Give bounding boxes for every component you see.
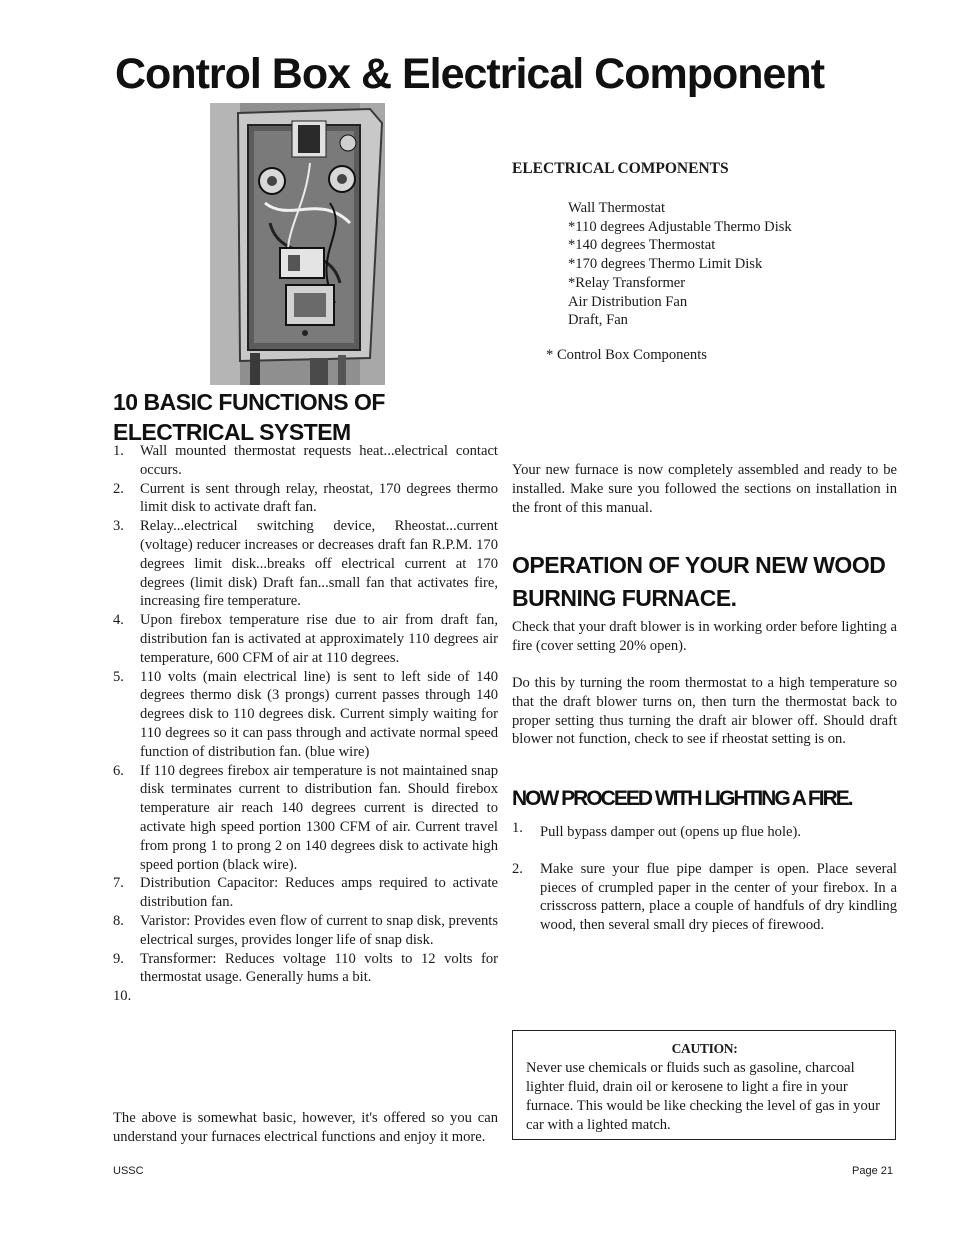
lighting-steps-list: [512, 820, 897, 935]
check-blower-paragraph: Check that your draft blower is in working order before lighting a fire (cover setting 20% open).: [512, 619, 897, 654]
list-item: 2. Make sure your flue pipe damper is open. Place several pieces of crumpled paper in the center of your firebox. In a crisscross pattern, place a couple of handfuls of dry kindling wood, then several small dry pieces of firewood.: [512, 860, 897, 934]
page-title: Control Box & Electrical Component: [115, 50, 825, 98]
footer-publisher: USSC: [113, 1165, 144, 1177]
list-item: 4. Upon firebox temperature rise due to air from draft fan, distribution fan is activated at approximately 110 degrees air temperature, 600 CFM of air at 110 degrees.: [113, 612, 498, 666]
list-item: Draft, Fan: [568, 312, 628, 329]
list-item: 5. 110 volts (main electrical line) is sent to left side of 140 degrees thermo disk (3 prongs) current passes through 140 degrees disk to 110 degrees disk. Current simply waiting for 110 degrees so it can pass through and activate normal speed function of distribution fan. (blue wire): [113, 668, 498, 760]
list-item: 8. Varistor: Provides even flow of current to snap disk, prevents electrical surges, provides longer life of snap disk.: [113, 912, 498, 948]
functions-heading: 10 BASIC FUNCTIONS OF ELECTRICAL SYSTEM: [113, 389, 385, 445]
caution-title: CAUTION:: [671, 1041, 738, 1056]
list-item: 3. Relay...electrical switching device, Rheostat...current (voltage) reducer increases or decreases draft fan R.P.M. 170 degrees limit disk...breaks off electrical current at 170 degrees (limit disk) Draft fan...small fan that activates fire, increasing fire temperature.: [113, 518, 498, 610]
closing-paragraph: The above is somewhat basic, however, it's offered so you can understand your furnaces electrical functions and enjoy it more.: [113, 1110, 498, 1145]
functions-list: 1. Wall mounted thermostat requests heat...electrical contact occurs. 2. Current is sent through relay, rheostat, 170 degrees thermo limit disk to activate draft fan. 3. Relay...electrical switching device, Rheostat...current (voltage) reducer increases or decreases draft fan R.P.M. 170 degrees limit disk...breaks off electrical current at 170 degrees (limit disk) Draft fan...small fan that activates fire, increasing fire temperature. 4. Upon firebox temperature rise due to air from draft fan, distribution fan is activated at approximately 110 degrees air temperature, 600 CFM of air at 110 degrees. 5. 110 volts (main electrical line) is sent to left side of 140 degrees thermo disk (3 prongs) current passes through 140 degrees disk to 110 degrees disk. Current simply waiting for 110 degrees so it can pass through and activate normal speed function of distribution fan. (blue wire) 6. If 110 degrees firebox air temperature is not maintained snap disk terminates current to distribution fan. Should firebox temperature air reach 140 degrees current is directed to activate high speed portion 1300 CFM of air. Current travel from prong 1 to prong 2 on 140 degrees disk to activate high speed portion (black wire). 7. Distribution Capacitor: Reduces amps required to activate distribution fan. 8. Varistor: Provides even flow of current to snap disk, prevents electrical surges, provides longer life of snap disk. 9. Transformer: Reduces voltage 110 volts to 12 volts for thermostat usage. Generally hums a bit. 10.: [113, 443, 498, 1005]
electrical-components-list: [568, 199, 792, 330]
components-note: * Control Box Components: [546, 347, 707, 363]
list-item: 9. Transformer: Reduces voltage 110 volts to 12 volts for thermostat usage. Generally hums a bit.: [113, 950, 498, 986]
caution-box: [512, 1030, 896, 1140]
list-item: Air Distribution Fan: [568, 293, 688, 310]
electrical-components-heading: ELECTRICAL COMPONENTS: [512, 160, 729, 177]
list-item: 7. Distribution Capacitor: Reduces amps required to activate distribution fan.: [113, 875, 498, 911]
list-item: *140 degrees Thermostat: [568, 237, 716, 254]
list-item: *Relay Transformer: [568, 274, 686, 291]
list-item: *110 degrees Adjustable Thermo Disk: [568, 218, 792, 235]
control-box-photo: [210, 103, 385, 385]
list-item: *170 degrees Thermo Limit Disk: [568, 256, 763, 273]
list-item: 1. Wall mounted thermostat requests heat...electrical contact occurs.: [113, 443, 498, 478]
list-item: 6. If 110 degrees firebox air temperature is not maintained snap disk terminates current to distribution fan. Should firebox temperature air reach 140 degrees current is directed to activate high speed portion 1300 CFM of air. Current travel from prong 1 to prong 2 on 140 degrees disk to activate high speed portion (black wire).: [113, 762, 498, 873]
lighting-fire-heading: NOW PROCEED WITH LIGHTING A FIRE.: [512, 787, 852, 810]
list-item: 1. Pull bypass damper out (opens up flue hole).: [512, 820, 802, 840]
thermostat-paragraph: Do this by turning the room thermostat to a high temperature so that the draft blower turns on, then turn the thermostat back to proper setting thus turning the draft air blower off. Should draft blower not function, check to see if rheostat setting is on.: [512, 675, 897, 748]
operation-heading: OPERATION OF YOUR NEW WOOD BURNING FURNACE.: [512, 552, 886, 611]
assembled-paragraph: Your new furnace is now completely assembled and ready to be installed. Make sure you followed the sections on installation in the front of this manual.: [512, 462, 897, 516]
list-item: Wall Thermostat: [568, 200, 666, 216]
list-item: 2. Current is sent through relay, rheostat, 170 degrees thermo limit disk to activate draft fan.: [113, 480, 498, 516]
caution-text: Never use chemicals or fluids such as gasoline, charcoal lighter fluid, drain oil or kerosene to light a fire in your furnace. This would be like checking the level of gas in your car with a lighted match.: [526, 1060, 880, 1133]
page-number: Page 21: [852, 1165, 893, 1177]
